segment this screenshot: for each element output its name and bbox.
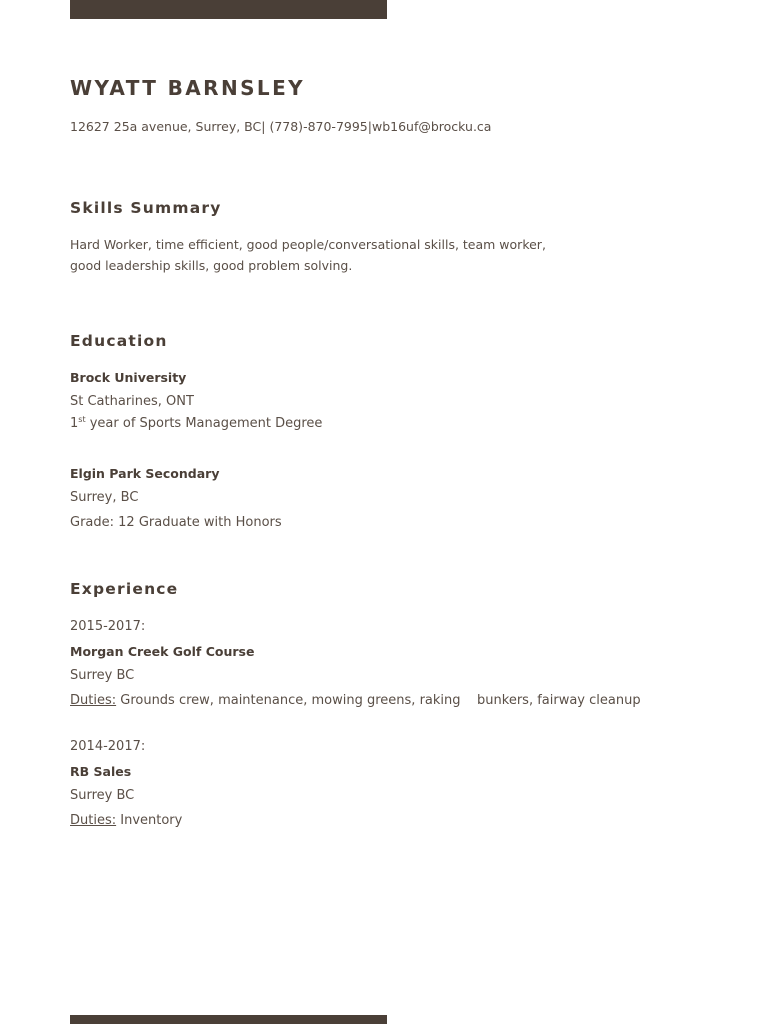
job-location: Surrey BC [70, 788, 135, 803]
school-detail: Grade: 12 Graduate with Honors [70, 515, 282, 530]
job-employer: RB Sales [70, 764, 132, 779]
school-location: Surrey, BC [70, 490, 139, 505]
job-location: Surrey BC [70, 668, 135, 683]
school-name: Brock University [70, 370, 187, 385]
job-dates: 2014-2017: [70, 739, 146, 754]
top-accent-bar [70, 0, 387, 19]
duties-text: Grounds crew, maintenance, mowing greens, raking bunkers, fairway cleanup [116, 693, 641, 708]
school-detail-number: 1 [70, 416, 79, 431]
contact-info: 12627 25a avenue, Surrey, BC| (778)-870-7995|wb16uf@brocku.ca [70, 119, 492, 134]
education-heading: Education [70, 332, 168, 350]
skills-heading: Skills Summary [70, 199, 222, 217]
skills-text-line-1: Hard Worker, time efficient, good people/conversational skills, team worker, [70, 237, 546, 252]
job-employer: Morgan Creek Golf Course [70, 644, 255, 659]
bottom-accent-bar [70, 1015, 387, 1024]
job-duties [70, 693, 641, 709]
experience-heading: Experience [70, 580, 179, 598]
school-detail-ordinal: st [78, 415, 86, 424]
duties-label: Duties: [70, 693, 117, 708]
job-dates: 2015-2017: [70, 619, 146, 634]
duties-label: Duties: [70, 813, 117, 828]
school-name: Elgin Park Secondary [70, 466, 220, 481]
resume-name: WYATT BARNSLEY [70, 76, 306, 100]
duties-text: Inventory [116, 813, 183, 828]
school-location: St Catharines, ONT [70, 394, 194, 409]
job-duties [70, 813, 182, 829]
school-detail-text: year of Sports Management Degree [85, 416, 323, 431]
school-detail [70, 416, 322, 432]
skills-text-line-2: good leadership skills, good problem solving. [70, 258, 353, 273]
